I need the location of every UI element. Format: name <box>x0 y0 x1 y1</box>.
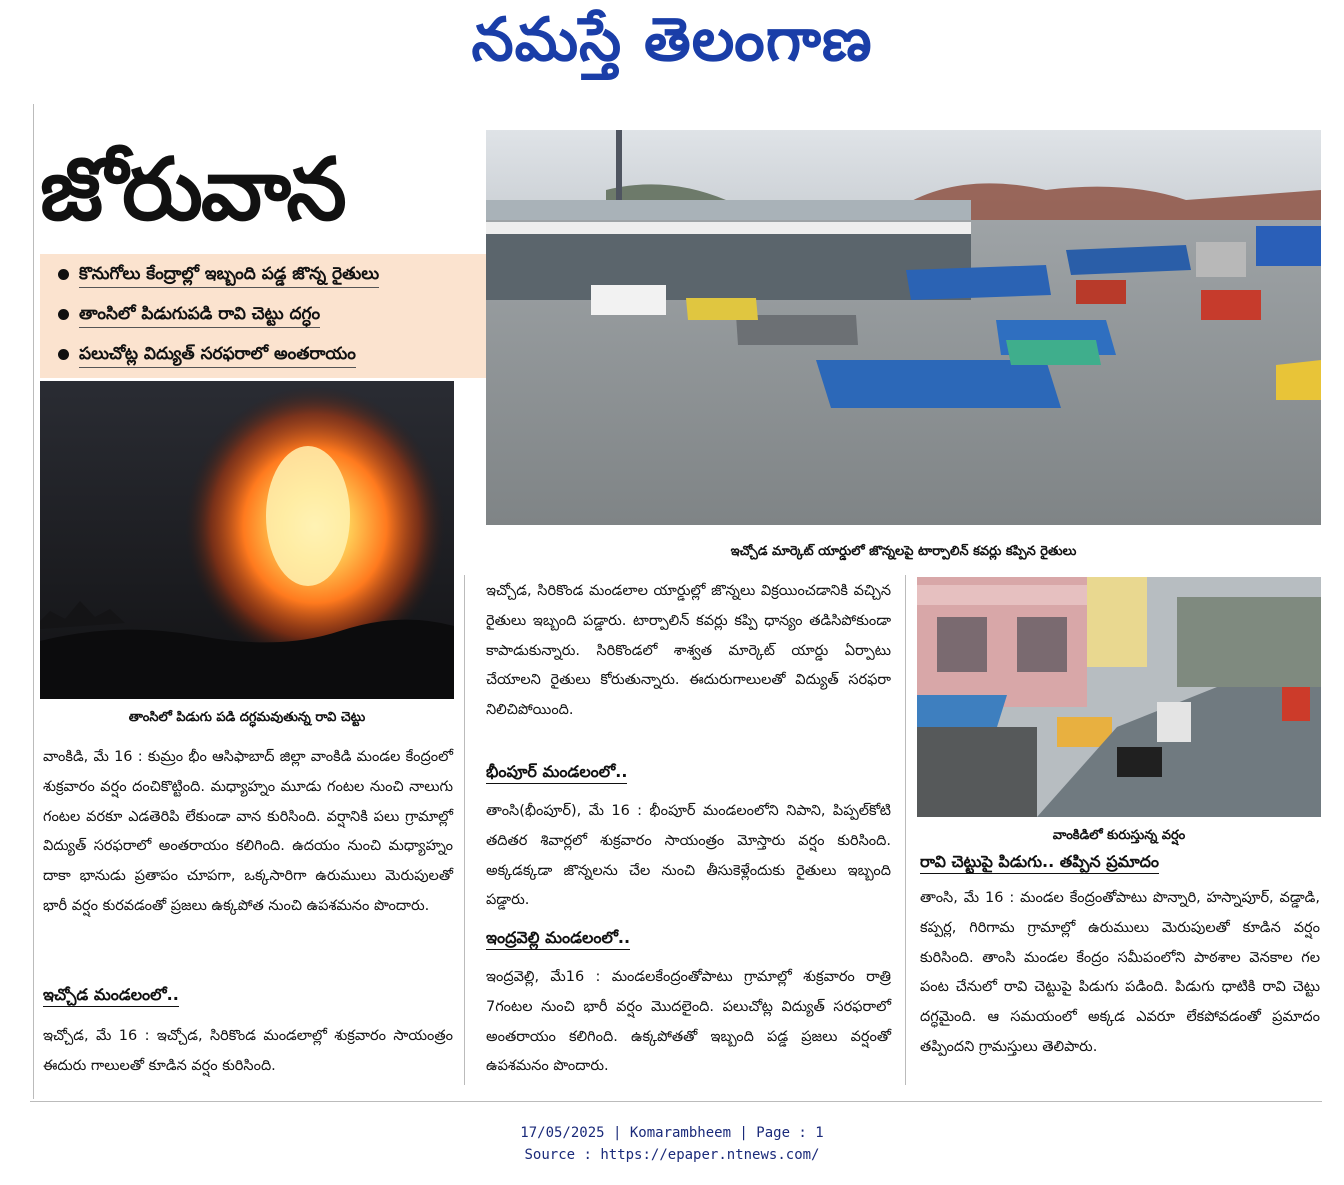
col2-subheading-2-text: ఇంద్రవెల్లి మండలంలో.. <box>486 928 630 950</box>
column-divider-2 <box>905 575 906 1085</box>
col2-paragraph-1: ఇచ్చోడ, సిరికొండ మండలాల యార్డుల్లో జొన్నలు విక్రయించడానికి వచ్చిన రైతులు ఇబ్బంది పడ్డారు. టార్పాలిన్ కవర్లు కప్పి ధాన్యం తడిసిపోకుండా కాపాడుకున్నారు. సిరికొండలో శాశ్వత మార్కెట్ యార్డు ఏర్పాటు చేయాలని రైతులు కోరుతున్నారు. ఈదురుగాలులతో విద్యుత్ సరఫరా నిలిచిపోయింది. <box>486 583 891 719</box>
col2-paragraph-3: ఇంద్రవెల్లి, మే16 : మండలకేంద్రంతోపాటు గ్రామాల్లో శుక్రవారం రాత్రి 7గంటల నుంచి భారీ వర్షం మొదలైంది. పలుచోట్ల విద్యుత్ సరఫరాలో అంతరాయం కలిగింది. ఉక్కపోతతో ఇబ్బంది పడ్డ ప్రజలు వర్షంతో ఉపశమనం పొందారు. <box>486 969 891 1075</box>
footer-source-line: Source : https://epaper.ntnews.com/ <box>524 1147 820 1163</box>
column-divider-1 <box>464 575 465 1085</box>
bullet-text: పలుచోట్ల విద్యుత్ సరఫరాలో అంతరాయం <box>79 344 356 368</box>
market-photo-caption: ఇచ్చోడ మార్కెట్ యార్డులో జొన్నలపై టార్పాలిన్ కవర్లు కప్పిన రైతులు <box>730 544 1077 559</box>
col2-subheading-1 <box>486 762 627 785</box>
col2-paragraph-2: తాంసి(భీంపూర్), మే 16 : భీంపూర్ మండలంలోని నిపాని, పిప్పల్‌కోటి తదితర శివార్లలో శుక్రవారం సాయంత్రం మోస్తారు వర్షం కురిసింది. అక్కడక్కడా జొన్నలను చేల నుంచి తీసుకెళ్లేందుకు రైతులు ఇబ్బంది పడ్డారు. <box>486 803 891 909</box>
bullet-item <box>58 344 356 368</box>
street-photo-caption: వాంకిడిలో కురుస్తున్న వర్షం <box>1052 828 1186 843</box>
col2-subheading-1-text: భీంపూర్ మండలంలో.. <box>486 762 627 784</box>
col3-paragraph: తాంసి, మే 16 : మండల కేంద్రంతోపాటు పొన్నారి, హస్నాపూర్, వడ్డాడి, కప్పర్ల, గిరిగామ గ్రామాల్లో ఉరుములు మెరుపులతో కూడిన వర్షం కురిసింది. తాంసి మండల కేంద్రం సమీపంలోని పాఠశాల వెనకాల గల పంట చేనులో రావి చెట్టుపై పిడుగు పడింది. పిడుగు ధాటికి రావి చెట్టు దగ్ధమైంది. ఆ సమయంలో అక్కడ ఎవరూ లేకపోవడంతో ప్రమాదం తప్పిందని గ్రామస్తులు తెలిపారు. <box>920 890 1320 1055</box>
col1-paragraph-2: ఇచ్చోడ, మే 16 : ఇచ్చోడ, సిరికొండ మండలాల్లో శుక్రవారం సాయంత్రం ఈదురు గాలులతో కూడిన వర్షం కురిసింది. <box>43 1028 453 1074</box>
bullet-text: కొనుగోలు కేంద్రాల్లో ఇబ్బంది పడ్డ జొన్న రైతులు <box>79 264 379 288</box>
bullet-box <box>40 254 486 378</box>
masthead: నమస్తే తెలంగాణ <box>471 5 873 75</box>
bottom-rule <box>30 1101 1322 1102</box>
col2-subheading-2 <box>486 928 630 951</box>
bullet-dot-icon <box>58 309 69 320</box>
bullet-dot-icon <box>58 349 69 360</box>
col1-paragraph-1: వాంకిడి, మే 16 : కుమ్రం భీం ఆసిఫాబాద్ జిల్లా వాంకిడి మండల కేంద్రంలో శుక్రవారం వర్షం దంచికొట్టింది. మధ్యాహ్నం మూడు గంటల నుంచి నాలుగు గంటల వరకూ ఎడతెరిపి లేకుండా వాన కురిసింది. వర్షానికి పలు గ్రామాల్లో విద్యుత్ సరఫరాలో అంతరాయం కలిగింది. ఉదయం నుంచి మధ్యాహ్నం దాకా భానుడు ప్రతాపం చూపగా, ఒక్కసారిగా ఉరుములు మెరుపులతో భారీ వర్షం కురవడంతో ప్రజలు ఉక్కపోత నుంచి ఉపశమనం పొందారు. <box>43 749 453 914</box>
fire-photo-caption: తాంసిలో పిడుగు పడి దగ్ధమవుతున్న రావి చెట్టు <box>128 710 366 725</box>
footer-date-line: 17/05/2025 | Komarambheem | Page : 1 <box>520 1125 824 1141</box>
bullet-dot-icon <box>58 269 69 280</box>
col3-subheading <box>920 852 1159 875</box>
fire-photo <box>40 381 454 699</box>
headline: జోరువాన <box>40 140 345 240</box>
market-yard-photo <box>486 130 1321 525</box>
street-rain-photo <box>917 577 1321 817</box>
col1-subheading <box>43 985 179 1008</box>
col3-subheading-text: రావి చెట్టుపై పిడుగు.. తప్పిన ప్రమాదం <box>920 852 1159 874</box>
left-border <box>33 104 34 1099</box>
bullet-item <box>58 304 320 328</box>
bullet-item <box>58 264 379 288</box>
bullet-text: తాంసిలో పిడుగుపడి రావి చెట్టు దగ్ధం <box>79 304 320 328</box>
col1-subheading-text: ఇచ్చోడ మండలంలో.. <box>43 985 179 1007</box>
